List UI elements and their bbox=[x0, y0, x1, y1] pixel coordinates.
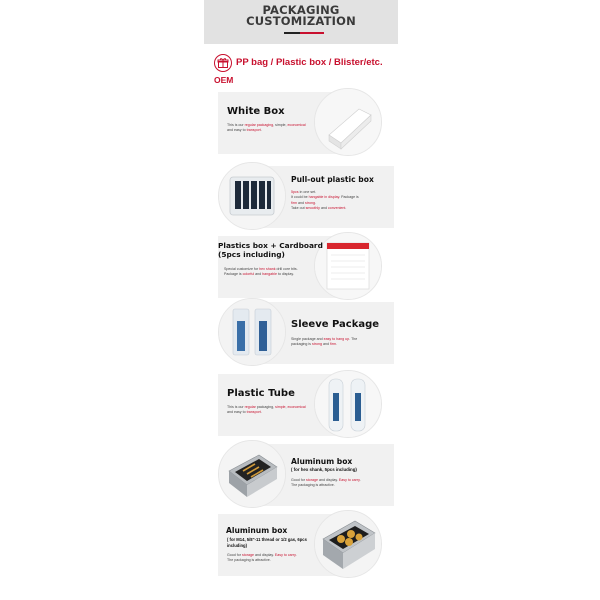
section-white-box bbox=[218, 86, 394, 158]
section-title: Aluminum box bbox=[291, 457, 353, 466]
section-description: Good for storage and display. Easy to carry. The packaging is attractive. bbox=[291, 478, 361, 488]
section-description: Special customize for hex shank drill core bits. Package is colorful and hangable to display. bbox=[224, 267, 298, 277]
section-description: Good for storage and display. Easy to carry. The packaging is attractive. bbox=[227, 553, 297, 563]
section-description: 5pcs in one set. It could be hangable in display. Package is firm and strong. Take out smoothly and convenient. bbox=[291, 190, 359, 211]
header-divider-dark bbox=[284, 32, 300, 34]
section-subtitle: (5pcs including) bbox=[218, 250, 285, 259]
section-pull-out-box bbox=[218, 160, 394, 232]
pull-out-box-image bbox=[218, 162, 286, 230]
section-aluminum-box-m14 bbox=[218, 508, 394, 584]
section-description: This is our regular packaging, simple, economical and easy to transport. bbox=[227, 405, 306, 415]
sleeve-package-image bbox=[218, 298, 286, 366]
packaging-types: PP bag / Plastic box / Blister/etc. bbox=[236, 57, 383, 68]
oem-label: OEM bbox=[214, 75, 234, 85]
section-title: Aluminum box bbox=[226, 526, 288, 535]
section-plastic-tube bbox=[218, 368, 394, 440]
section-title: White Box bbox=[227, 106, 285, 117]
section-title: Pull-out plastic box bbox=[291, 175, 374, 184]
section-aluminum-box-hex bbox=[218, 438, 394, 510]
plastic-tube-image bbox=[314, 370, 382, 438]
section-subtitle: ( for M14, 5/8"-11 thread or 1/2 gas, 6pcs including) bbox=[227, 537, 307, 548]
section-title: Plastics box + Cardboard bbox=[218, 241, 323, 250]
section-title: Plastic Tube bbox=[227, 388, 295, 399]
page-header bbox=[204, 0, 398, 44]
section-plastics-cardboard bbox=[218, 230, 394, 302]
section-title: Sleeve Package bbox=[291, 319, 380, 330]
section-subtitle: ( for hex shank, 5pcs including) bbox=[291, 467, 357, 472]
aluminum-box-hex-image bbox=[218, 440, 286, 508]
header-line2: CUSTOMIZATION bbox=[246, 14, 356, 28]
aluminum-box-m14-image bbox=[314, 510, 382, 578]
plastics-cardboard-image bbox=[314, 232, 382, 300]
section-description: This is our regular packaging, simple, economical and easy to transport. bbox=[227, 123, 306, 133]
section-sleeve-package bbox=[218, 296, 394, 368]
section-description: Single package and easy to hang up. The packaging is strong and firm. bbox=[291, 337, 358, 347]
header-divider-red bbox=[300, 32, 324, 34]
header-line1: PACKAGING bbox=[262, 3, 340, 17]
white-box-image bbox=[314, 88, 382, 156]
gift-icon bbox=[214, 54, 232, 72]
